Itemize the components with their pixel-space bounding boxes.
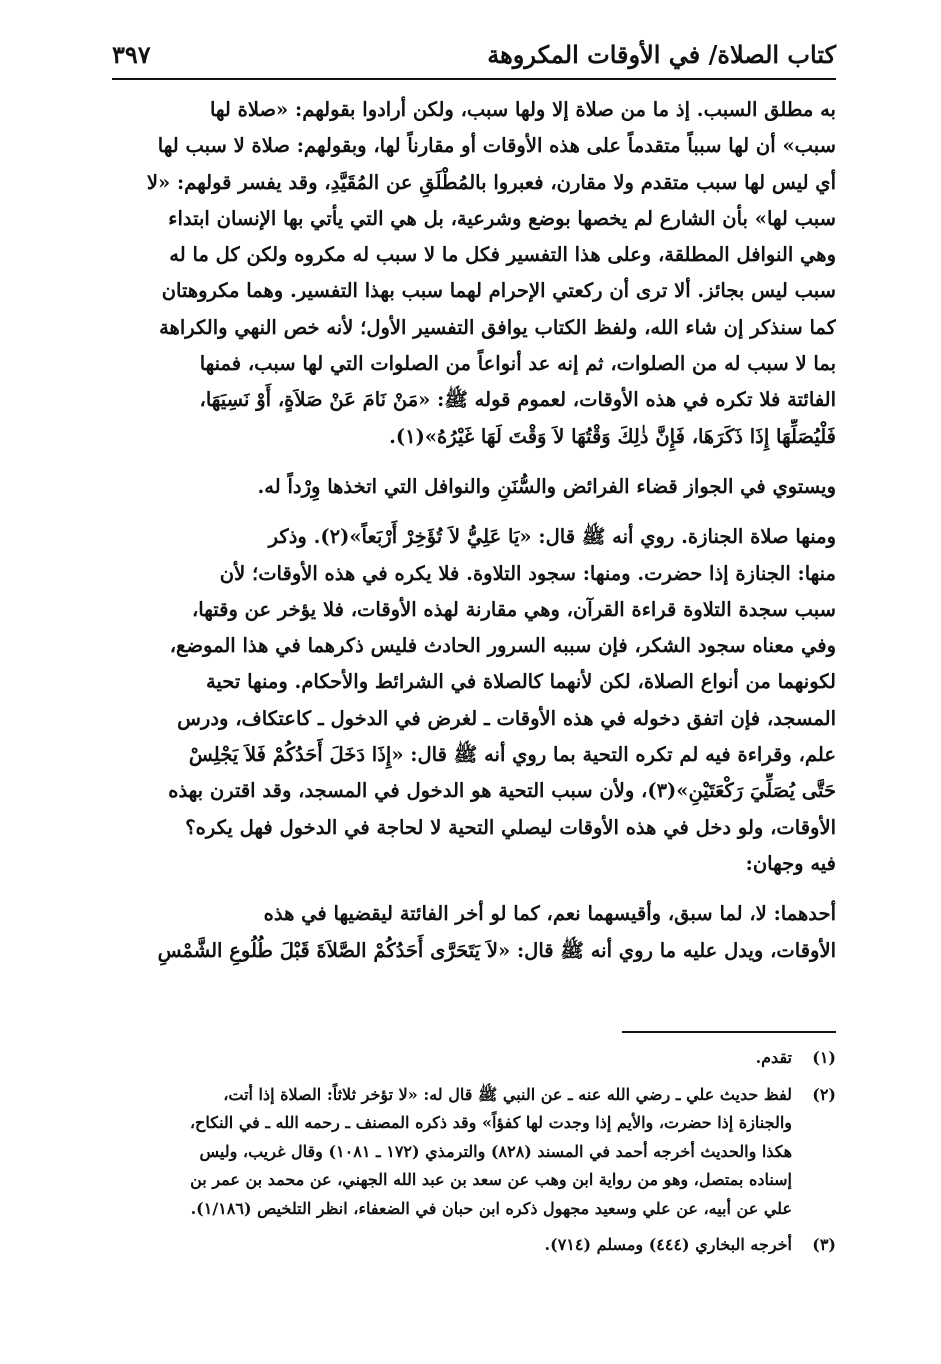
paragraph [112, 469, 836, 505]
footnote [112, 1081, 836, 1224]
page-number: ٣٩٧ [112, 40, 151, 69]
text-line: فَلْيُصَلِّهَا إِذَا ذَكَرَهَا، فَإِنَّ ذٰلِكَ وَقْتُهَا لاَ وَقْتَ لَهَا غَيْرُهُ»(١). [389, 424, 836, 448]
paragraph [112, 896, 836, 969]
text-line: به مطلق السبب. إذ ما من صلاة إلا ولها سبب، ولكن أرادوا بقولهم: «صلاة لها [209, 98, 836, 121]
text-line: أحدهما: لا، لما سبق، وأقيسهما نعم، كما لو أخر الفائتة ليقضيها في هذه [263, 902, 836, 926]
footnote-divider [622, 1031, 836, 1033]
text-line: وهي النوافل المطلقة، وعلى هذا التفسير فكل ما لا سبب له مكروه ولكن كل ما له [169, 243, 836, 267]
text-line: الأوقات، ويدل عليه ما روي أنه ﷺ قال: «لاَ يَتَحَرَّى أَحَدُكُمْ الصَّلاَةَ قَبْلَ طُلُوعِ الشَّمْسِ [157, 938, 836, 962]
text-line: سبب» أن لها سبباً متقدماً على هذه الأوقات أو مقارناً لها، وبقولهم: صلاة لا سبب لها [157, 134, 836, 158]
text-line: فيه وجهان: [745, 851, 836, 875]
text-line: المسجد، فإن اتفق دخوله في هذه الأوقات ـ لغرض في الدخول ـ كاعتكاف، ودرس [177, 706, 836, 730]
footnote [112, 1231, 836, 1260]
text-line: ويستوي في الجواز قضاء الفرائض والسُّنَنِ والنوافل التي اتخذها وِرْداً له. [257, 474, 836, 498]
text-line: سبب سجدة التلاوة قراءة القرآن، وهي مقارنة لهذه الأوقات، فلا يؤخر عن وقتها، [192, 597, 836, 621]
text-line: سبب ليس بجائز. ألا ترى أن ركعتي الإحرام لهما سبب بهذا التفسير. وهما مكروهتان [161, 279, 836, 303]
text-line: ومنها صلاة الجنازة. روي أنه ﷺ قال: «يَا عَلِيُّ لاَ تُؤَخِرْ أَرْبَعاً»(٢). وذكر [268, 525, 836, 549]
text-line: الأوقات، ولو دخل في هذه الأوقات ليصلي التحية لا لحاجة في الدخول فهل يكره؟ [185, 815, 836, 839]
footnote-line: هكذا والحديث أخرجه أحمد في المسند (٨٢٨) والترمذي (١٧٢ ـ ١٠٨١) وقال غريب، وليس [199, 1141, 792, 1161]
footnote-line: والجنازة إذا حضرت، والأيم إذا وجدت لها كفؤاً» وقد ذكره المصنف ـ رحمه الله ـ في النكاح، [189, 1113, 792, 1132]
footnote-line: تقدم. [755, 1048, 792, 1067]
text-line: سبب لها» بأن الشارع لم يخصها بوضع وشرعية، بل هي التي يأتي بها الإنسان ابتداء [168, 206, 836, 230]
text-line: الفائتة فلا تكره في هذه الأوقات، لعموم قوله ﷺ: «مَنْ نَامَ عَنْ صَلاَةٍ، أَوْ نَسِيَهَا، [199, 388, 836, 412]
footnote-line: إسناده بمتصل، وهو من رواية ابن وهب عن سعد بن عبد الله الجهني، عن محمد بن عمر بن [190, 1170, 792, 1189]
main-text [112, 92, 836, 969]
text-line: حَتَّى يُصَلِّيَ رَكْعَتَيْنِ»(٣)، ولأن سبب التحية هو الدخول في المسجد، وقد اقترن بهذه [168, 779, 836, 803]
paragraph-gap [112, 882, 836, 896]
paragraph [112, 92, 836, 455]
text-line: علم، وقراءة فيه لم تكره التحية بما روي أنه ﷺ قال: «إِذَا دَخَلَ أَحَدُكُمْ فَلاَ يَجْلِسْ [188, 743, 836, 767]
text-line: بما لا سبب له من الصلوات، ثم إنه عد أنواعاً من الصلوات التي لها سبب، فمنها [199, 352, 836, 376]
footnote-number: (٣) [812, 1235, 836, 1254]
text-line: لكونهما من أنواع الصلاة، لكن لأنهما كالصلاة في الشرائط والأحكام. ومنها تحية [205, 670, 836, 694]
footnote-line: لفظ حديث علي ـ رضي الله عنه ـ عن النبي ﷺ قال له: «لا تؤخر ثلاثاً: الصلاة إذا أتت، [223, 1084, 792, 1104]
page-header [112, 34, 836, 80]
footnote [112, 1044, 836, 1073]
text-line: وفي معناه سجود الشكر، فإن سببه السرور الحادث فليس ذكرهما في هذا الموضع، [169, 634, 836, 658]
footnote-number: (٢) [812, 1084, 836, 1104]
text-line: منها: الجنازة إذا حضرت. ومنها: سجود التلاوة. فلا يكره في هذه الأوقات؛ لأن [219, 561, 836, 585]
running-title: كتاب الصلاة/ في الأوقات المكروهة [487, 40, 836, 69]
paragraph [112, 519, 836, 882]
footnote-line: أخرجه البخاري (٤٤٤) ومسلم (٧١٤). [544, 1235, 792, 1254]
paragraph-gap [112, 455, 836, 469]
text-line: كما سنذكر إن شاء الله، ولفظ الكتاب يوافق التفسير الأول؛ لأنه خص النهي والكراهة [159, 315, 836, 339]
text-line: أي ليس لها سبب متقدم ولا مقارن، فعبروا بالمُطْلَقِ عن المُقَيَّدِ، وقد يفسر قولهم: «لا [146, 170, 836, 194]
footnote-line: علي عن أبيه، عن علي وسعيد مجهول ذكره ابن حبان في الضعفاء، انظر التلخيص (١/١٨٦). [190, 1198, 792, 1218]
paragraph-gap [112, 505, 836, 519]
footnote-number: (١) [812, 1048, 836, 1067]
footnotes [112, 1044, 836, 1260]
